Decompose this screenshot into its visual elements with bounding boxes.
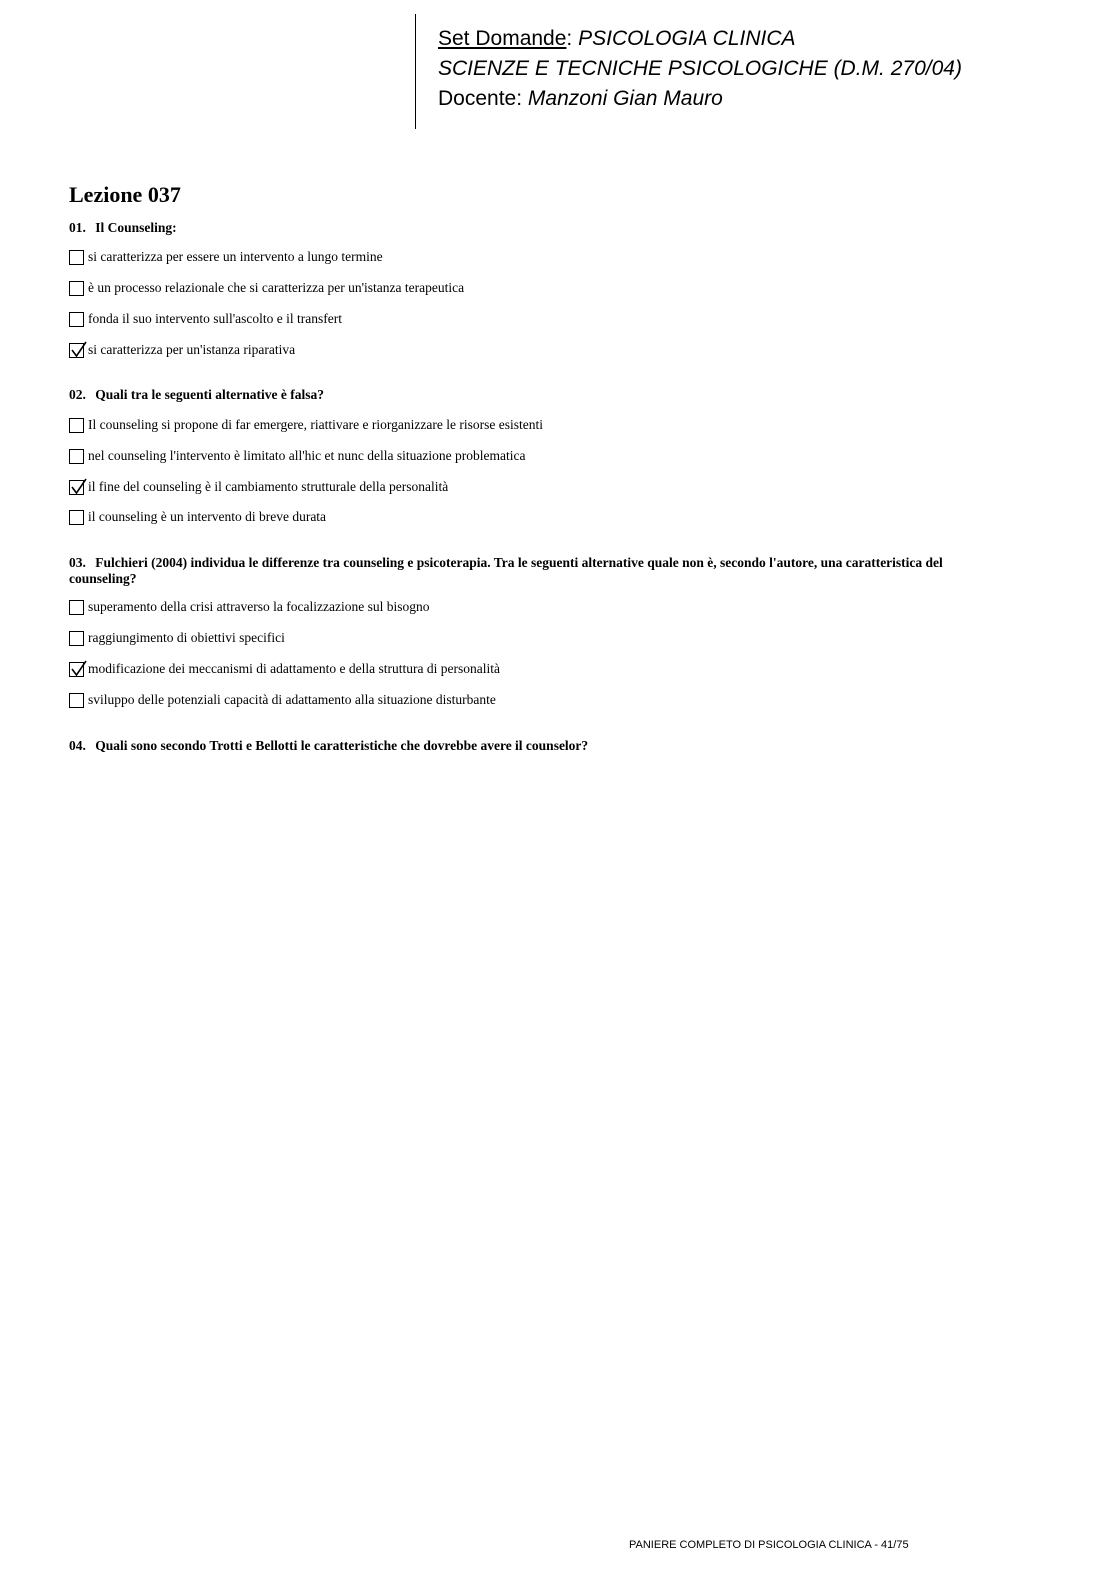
question-text: Il Counseling: <box>95 220 177 235</box>
question-number: 04. <box>69 738 86 753</box>
document-header <box>438 24 962 114</box>
check-mark-icon <box>70 660 88 678</box>
question-number: 01. <box>69 220 86 235</box>
answer-text: superamento della crisi attraverso la focalizzazione sul bisogno <box>88 599 430 614</box>
answer-option[interactable] <box>69 508 326 526</box>
question-text: Fulchieri (2004) individua le differenze tra counseling e psicoterapia. Tra le seguenti alternative quale non è, secondo l'autore, una caratteristica del counseling? <box>69 555 943 586</box>
answer-text: modificazione dei meccanismi di adattamento e della struttura di personalità <box>88 661 500 676</box>
checkbox-unchecked[interactable] <box>69 510 84 525</box>
checkbox-checked[interactable] <box>69 662 84 677</box>
question-text: Quali sono secondo Trotti e Bellotti le caratteristiche che dovrebbe avere il counselor? <box>95 738 589 753</box>
header-divider <box>415 14 416 129</box>
answer-text: il counseling è un intervento di breve durata <box>88 509 327 524</box>
answer-option[interactable] <box>69 478 448 496</box>
question-number: 02. <box>69 387 86 402</box>
question-text: Quali tra le seguenti alternative è falsa? <box>95 387 324 402</box>
header-teacher-row <box>438 84 962 114</box>
subject-title: PSICOLOGIA CLINICA <box>578 27 796 50</box>
check-mark-icon <box>70 341 88 359</box>
answer-option[interactable] <box>69 660 500 678</box>
checkbox-checked[interactable] <box>69 343 84 358</box>
header-set-row <box>438 24 962 54</box>
question-2 <box>69 387 999 403</box>
answer-text: si caratterizza per un'istanza riparativa <box>88 342 296 357</box>
answer-option[interactable] <box>69 310 342 328</box>
teacher-name: Manzoni Gian Mauro <box>527 87 723 110</box>
page-footer: PANIERE COMPLETO DI PSICOLOGIA CLINICA - 41/75 <box>629 1539 909 1551</box>
question-number: 03. <box>69 555 86 570</box>
answer-text: il fine del counseling è il cambiamento strutturale della personalità <box>88 479 449 494</box>
set-label: Set Domande <box>438 27 567 50</box>
answer-option[interactable] <box>69 447 525 465</box>
answer-text: sviluppo delle potenziali capacità di adattamento alla situazione disturbante <box>88 692 496 707</box>
checkbox-unchecked[interactable] <box>69 312 84 327</box>
answer-text: nel counseling l'intervento è limitato all'hic et nunc della situazione problematica <box>88 448 526 463</box>
answer-option[interactable] <box>69 416 543 434</box>
checkbox-unchecked[interactable] <box>69 631 84 646</box>
answer-option[interactable] <box>69 248 383 266</box>
answer-option[interactable] <box>69 279 464 297</box>
question-3 <box>69 555 999 587</box>
checkbox-unchecked[interactable] <box>69 281 84 296</box>
answer-option[interactable] <box>69 691 496 709</box>
answer-option[interactable] <box>69 629 285 647</box>
checkbox-unchecked[interactable] <box>69 449 84 464</box>
check-mark-icon <box>70 478 88 496</box>
answer-text: Il counseling si propone di far emergere, riattivare e riorganizzare le risorse esistenti <box>88 417 543 432</box>
answer-option[interactable] <box>69 598 430 616</box>
answer-text: si caratterizza per essere un intervento a lungo termine <box>88 249 383 264</box>
answer-option[interactable] <box>69 341 295 359</box>
answer-text: fonda il suo intervento sull'ascolto e il transfert <box>88 311 342 326</box>
question-4 <box>69 738 999 754</box>
checkbox-checked[interactable] <box>69 480 84 495</box>
answer-text: raggiungimento di obiettivi specifici <box>88 630 285 645</box>
checkbox-unchecked[interactable] <box>69 600 84 615</box>
checkbox-unchecked[interactable] <box>69 418 84 433</box>
checkbox-unchecked[interactable] <box>69 250 84 265</box>
lesson-title: Lezione 037 <box>69 182 181 207</box>
set-separator: : <box>566 27 579 50</box>
teacher-label: Docente: <box>438 87 528 110</box>
answer-text: è un processo relazionale che si caratterizza per un'istanza terapeutica <box>88 280 465 295</box>
course-title: SCIENZE E TECNICHE PSICOLOGICHE (D.M. 270/04) <box>438 57 962 80</box>
question-1 <box>69 220 999 236</box>
checkbox-unchecked[interactable] <box>69 693 84 708</box>
